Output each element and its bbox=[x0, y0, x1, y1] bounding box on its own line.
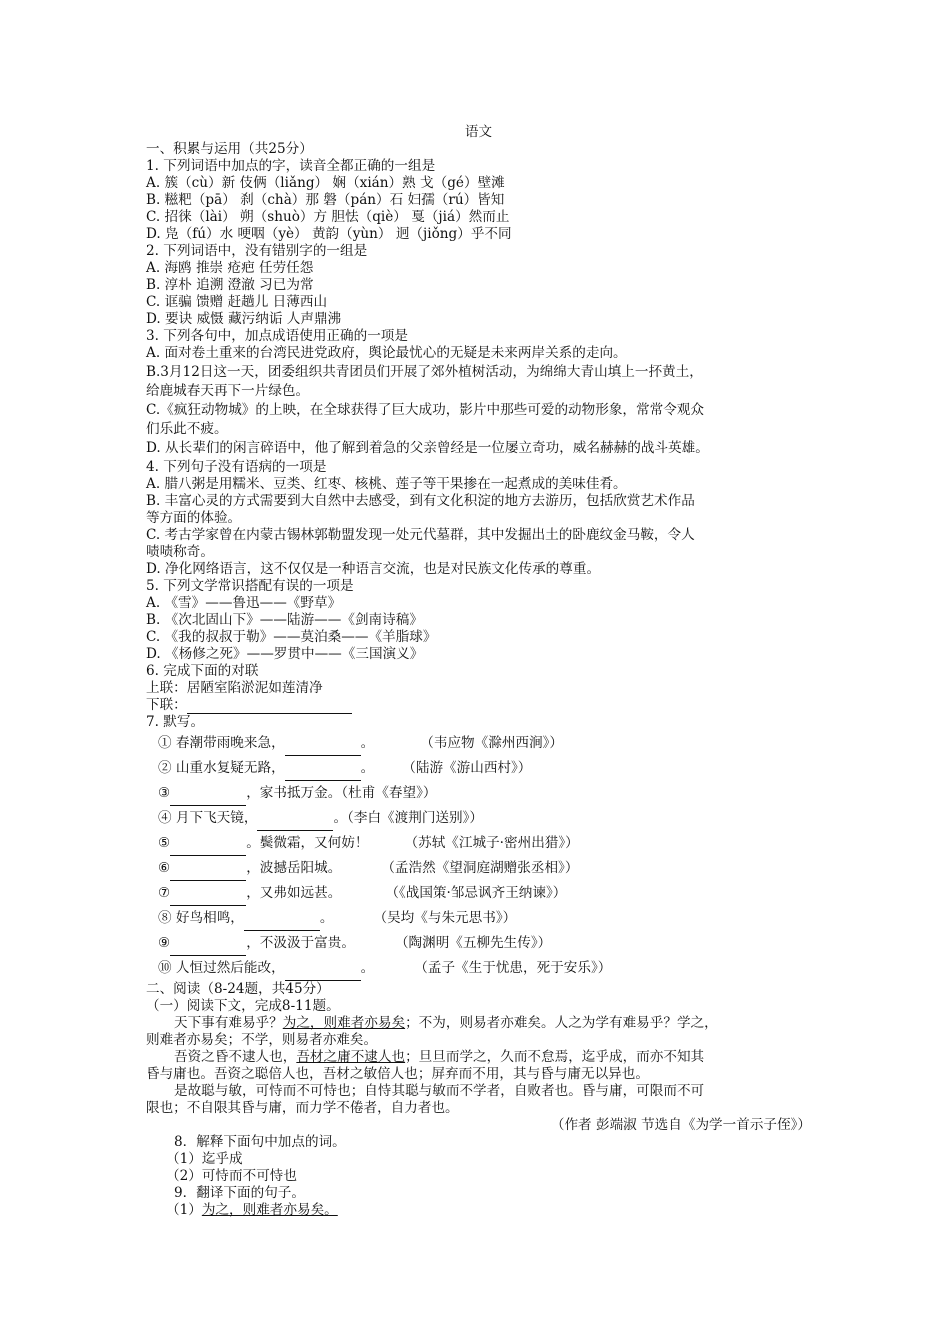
dictation-prompt-end: 。鬓微霜，又何妨！ bbox=[246, 835, 369, 851]
question-stem: 8．解释下面句中加点的词。 bbox=[174, 1134, 346, 1150]
option-a: A. 《雪》——鲁迅——《野草》 bbox=[146, 595, 342, 611]
dictation-item bbox=[146, 881, 811, 906]
option-b-line1: B.3月12日这一天，团委组织共青团员们开展了郊外植树活动，为绵绵大青山填上一抔黄土， bbox=[146, 364, 703, 380]
dictation-source: （吴均《与朱元思书》） bbox=[373, 910, 517, 926]
answer-blank[interactable] bbox=[187, 699, 352, 714]
dictation-item bbox=[146, 931, 811, 956]
dictation-source: （《战国策·邹忌讽齐王纳谏》） bbox=[385, 885, 567, 901]
reading-part-heading: （一）阅读下文，完成8-11题。 bbox=[146, 998, 340, 1014]
passage-paragraph bbox=[146, 1015, 811, 1032]
dictation-item bbox=[146, 906, 811, 931]
passage-text: ；不为，则易者亦难矣。人之为学有难易乎？学之， bbox=[405, 1015, 718, 1031]
dictation-prompt-end: 。 bbox=[360, 960, 375, 976]
answer-blank[interactable] bbox=[244, 916, 320, 931]
question-stem: 4. 下列句子没有语病的一项是 bbox=[146, 459, 327, 475]
dictation-prompt-end: 。 bbox=[333, 810, 348, 826]
dictation-prompt: ⑩ 人恒过然后能改， bbox=[158, 960, 285, 976]
question-stem: 1. 下列词语中加点的字，读音全都正确的一组是 bbox=[146, 158, 436, 174]
passage-line: 限也；不自限其昏与庸，而力学不倦者，自力者也。 bbox=[146, 1100, 459, 1116]
dictation-source: （孟子《生于忧患，死于安乐》） bbox=[414, 960, 612, 976]
dictation-prompt-end: ，不汲汲于富贵。 bbox=[246, 935, 355, 951]
passage-paragraph: 是故聪与敏，可恃而不可恃也；自恃其聪与敏而不学者，自败者也。昏与庸，可限而不可 bbox=[174, 1083, 705, 1099]
dictation-source: （陆游《游山西村》） bbox=[402, 760, 532, 776]
sub-question-number: （1） bbox=[166, 1202, 202, 1218]
question-stem: 7. 默写。 bbox=[146, 714, 205, 730]
option-c-line2: 们乐此不疲。 bbox=[146, 421, 228, 437]
sub-question: （2）可恃而不可恃也 bbox=[166, 1168, 297, 1184]
dictation-prompt: ② 山重水复疑无路， bbox=[158, 760, 285, 776]
answer-blank[interactable] bbox=[257, 816, 333, 831]
sub-question bbox=[146, 1202, 811, 1219]
dictation-item bbox=[146, 856, 811, 881]
section-heading: 一、积累与运用（共25分） bbox=[146, 141, 313, 157]
passage-paragraph bbox=[146, 1049, 811, 1066]
dictation-source: （苏轼《江城子·密州出猎》） bbox=[404, 835, 579, 851]
passage-source: （作者 彭端淑 节选自《为学一首示子侄》） bbox=[550, 1117, 811, 1133]
dictation-prompt: ⑥ bbox=[158, 860, 171, 876]
passage-text: 天下事有难易乎？ bbox=[174, 1015, 283, 1031]
option-c: C. 诓骗 馈赠 赶趟儿 日薄西山 bbox=[146, 294, 328, 310]
option-d: D. 净化网络语言，这不仅仅是一种语言交流，也是对民族文化传承的尊重。 bbox=[146, 561, 601, 577]
option-c: C. 《我的叔叔于勒》——莫泊桑——《羊脂球》 bbox=[146, 629, 437, 645]
answer-blank[interactable] bbox=[285, 741, 361, 756]
dictation-prompt: ⑨ bbox=[158, 935, 171, 951]
option-d: D. 《杨修之死》——罗贯中——《三国演义》 bbox=[146, 646, 424, 662]
question-stem: 3. 下列各句中，加点成语使用正确的一项是 bbox=[146, 328, 408, 344]
dictation-prompt: ③ bbox=[158, 785, 171, 801]
section-heading: 二、阅读（8-24题，共45分） bbox=[146, 981, 330, 997]
option-b: B. 淳朴 追溯 澄澈 习已为常 bbox=[146, 277, 314, 293]
option-b-line2: 等方面的体验。 bbox=[146, 510, 242, 526]
dictation-prompt: ⑤ bbox=[158, 835, 171, 851]
answer-blank[interactable] bbox=[285, 966, 361, 981]
dictation-prompt-end: ，波撼岳阳城。 bbox=[246, 860, 342, 876]
dictation-source: （李白《渡荆门送别》） bbox=[347, 810, 484, 826]
question-stem: 5. 下列文学常识搭配有误的一项是 bbox=[146, 578, 354, 594]
dictation-item bbox=[146, 806, 811, 831]
dictation-item bbox=[146, 731, 811, 756]
page-title: 语文 bbox=[464, 124, 493, 140]
option-a: A. 腊八粥是用糯米、豆类、红枣、核桃、莲子等干果掺在一起煮成的美味佳肴。 bbox=[146, 476, 627, 492]
option-a: A. 面对卷土重来的台湾民进党政府，舆论最忧心的无疑是未来两岸关系的走向。 bbox=[146, 345, 627, 361]
underlined-sentence: 吾材之庸不逮人也 bbox=[296, 1049, 406, 1065]
dictation-item bbox=[146, 831, 811, 856]
answer-blank[interactable] bbox=[285, 766, 361, 781]
dictation-prompt-end: 。 bbox=[360, 760, 375, 776]
dictation-prompt-end: ，又弗如远甚。 bbox=[246, 885, 342, 901]
dictation-item bbox=[146, 956, 811, 981]
dictation-source: （韦应物《滁州西涧》） bbox=[420, 735, 563, 751]
option-b: B. 糍粑（pā） 刹（chà）那 磐（pán）石 妇孺（rú）皆知 bbox=[146, 192, 505, 208]
dictation-prompt-end: 。 bbox=[319, 910, 334, 926]
exam-page bbox=[146, 124, 811, 1219]
question-stem: 6. 完成下面的对联 bbox=[146, 663, 259, 679]
dictation-item bbox=[146, 756, 811, 781]
dictation-prompt-end: 。 bbox=[360, 735, 375, 751]
option-a: A. 海鸥 推崇 疮疤 任劳任怨 bbox=[146, 260, 314, 276]
dictation-item bbox=[146, 781, 811, 806]
option-d: D. 要诀 威慑 藏污纳诟 人声鼎沸 bbox=[146, 311, 342, 327]
passage-line: 则难者亦易矣；不学，则易者亦难矣。 bbox=[146, 1032, 378, 1048]
dictation-source: （孟浩然《望洞庭湖赠张丞相》） bbox=[381, 860, 579, 876]
dictation-prompt: ⑦ bbox=[158, 885, 171, 901]
passage-line: 昏与庸也。吾资之聪倍人也，吾材之敏倍人也；屏弃而不用，其与昏与庸无以异也。 bbox=[146, 1066, 649, 1082]
option-d: D. 从长辈们的闲言碎语中，他了解到着急的父亲曾经是一位屡立奇功，威名赫赫的战斗英雄。 bbox=[146, 440, 709, 456]
dictation-source: （陶渊明《五柳先生传》） bbox=[394, 935, 552, 951]
couplet-lower-label: 下联： bbox=[146, 697, 187, 713]
sub-question: （1）迄乎成 bbox=[166, 1151, 243, 1167]
question-stem: 9．翻译下面的句子。 bbox=[174, 1185, 305, 1201]
dictation-prompt-end: ，家书抵万金。 bbox=[246, 785, 342, 801]
passage-text: ；旦旦而学之，久而不怠焉，迄乎成，而亦不知其 bbox=[405, 1049, 705, 1065]
answer-blank[interactable] bbox=[170, 891, 246, 906]
option-a: A. 簇（cù）新 伎俩（liǎng） 娴（xián）熟 戈（gé）壁滩 bbox=[146, 175, 505, 191]
couplet-upper: 上联：居陋室陷淤泥如莲清净 bbox=[146, 680, 323, 696]
option-d: D. 凫（fú）水 哽咽（yè） 黄韵（yùn） 迥（jiǒng）乎不同 bbox=[146, 226, 512, 242]
underlined-sentence: 为之，则难者亦易矣 bbox=[282, 1015, 406, 1031]
answer-blank[interactable] bbox=[170, 866, 246, 881]
option-c-line1: C.《疯狂动物城》的上映，在全球获得了巨大成功，影片中那些可爱的动物形象，常常令观众 bbox=[146, 402, 704, 418]
dictation-prompt: ⑧ 好鸟相鸣， bbox=[158, 910, 244, 926]
couplet-lower bbox=[146, 697, 811, 714]
option-c: C. 招徕（lài） 朔（shuò）方 胆怯（qiè） 戛（jiá）然而止 bbox=[146, 209, 510, 225]
answer-blank[interactable] bbox=[170, 791, 246, 806]
option-c-line2: 啧啧称奇。 bbox=[146, 544, 214, 560]
passage-text: 吾资之昏不逮人也， bbox=[174, 1049, 297, 1065]
answer-blank[interactable] bbox=[170, 941, 246, 956]
answer-blank[interactable] bbox=[170, 841, 246, 856]
question-stem: 2. 下列词语中，没有错别字的一组是 bbox=[146, 243, 368, 259]
option-b-line2: 给鹿城春天再下一片绿色。 bbox=[146, 383, 310, 399]
underlined-sentence: 为之，则难者亦易矣。 bbox=[201, 1202, 338, 1218]
option-c-line1: C. 考古学家曾在内蒙古锡林郭勒盟发现一处元代墓群，其中发掘出土的卧鹿纹金马鞍，令人 bbox=[146, 527, 695, 543]
dictation-prompt: ④ 月下飞天镜， bbox=[158, 810, 258, 826]
option-b: B. 《次北固山下》——陆游——《剑南诗稿》 bbox=[146, 612, 423, 628]
dictation-source: （杜甫《春望》） bbox=[341, 785, 437, 801]
dictation-prompt: ① 春潮带雨晚来急， bbox=[158, 735, 285, 751]
option-b-line1: B. 丰富心灵的方式需要到大自然中去感受，到有文化积淀的地方去游历，包括欣赏艺术作品 bbox=[146, 493, 695, 509]
